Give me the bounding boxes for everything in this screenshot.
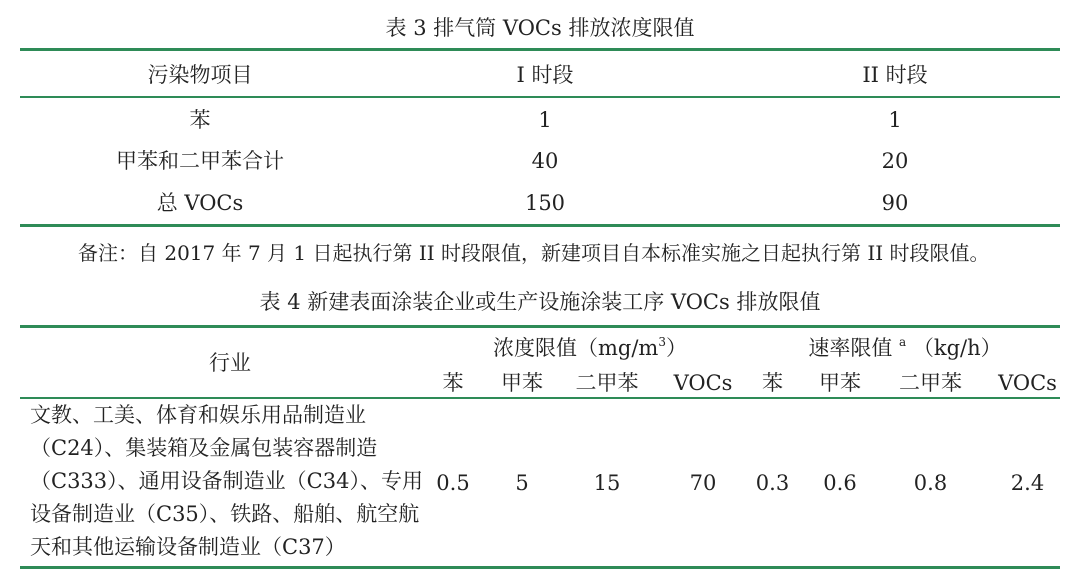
concentration-unit-superscript: 3 [658, 335, 666, 349]
table3-row-pollutant: 苯 [189, 108, 211, 132]
table3-top-rule [20, 48, 1060, 51]
table4-value: 5 [515, 471, 529, 495]
table4-value: 70 [689, 471, 717, 495]
table3-header-rule [20, 96, 1060, 98]
table4-value: 0.3 [755, 471, 790, 495]
table3-header-period-1: I 时段 [516, 63, 574, 87]
table3-header-period-2: II 时段 [862, 63, 928, 87]
rate-label: 速率限值 [808, 336, 893, 360]
table4-value: 0.6 [823, 471, 857, 495]
table3-row-pollutant: 总 VOCs [156, 191, 244, 215]
table4-subheader-benzene: 苯 [442, 371, 464, 395]
table4-header-rate [750, 336, 1060, 363]
concentration-label: 浓度限值（mg/m [493, 336, 659, 360]
rate-unit: （kg/h） [912, 336, 1002, 360]
table4-industry-text: 文教、工美、体育和娱乐用品制造业（C24）、集装箱及金属包装容器制造（C333）、通用设备制造业（C34）、专用设备制造业（C35）、铁路、船舶、航空航天和其他运输设备制造业（C37） [30, 403, 423, 559]
table4-subheader-benzene-rate: 苯 [762, 371, 783, 395]
table4-value: 2.4 [1010, 471, 1045, 495]
table4-subheader-xylene: 二甲苯 [575, 371, 639, 395]
table3-row-value: 150 [524, 191, 566, 215]
table3-header-pollutant: 污染物项目 [147, 63, 253, 87]
table4-header-industry: 行业 [209, 351, 251, 375]
table3-bottom-rule [20, 224, 1060, 227]
table4-value: 0.5 [436, 471, 470, 495]
table3-caption: 表 3 排气筒 VOCs 排放浓度限值 [385, 16, 695, 40]
table4-subheader-toluene-rate: 甲苯 [819, 371, 861, 395]
table4-subheader-xylene-rate: 二甲苯 [899, 371, 962, 395]
table3-row-value: 1 [538, 108, 552, 132]
table3-note: 备注：自 2017 年 7 月 1 日起执行第 II 时段限值，新建项目自本标准实施之日起执行第 II 时段限值。 [78, 241, 990, 265]
table4-subheader-toluene: 甲苯 [501, 371, 543, 395]
concentration-unit-close: ） [666, 336, 687, 360]
table3-row-value: 20 [881, 149, 909, 173]
table4-subheader-vocs: VOCs [673, 371, 733, 395]
table3-row-value: 1 [888, 108, 902, 132]
table4-value: 15 [593, 471, 621, 495]
table4-bottom-rule [20, 566, 1060, 569]
table4-subheader-vocs-rate: VOCs [998, 371, 1057, 395]
table3-row-pollutant: 甲苯和二甲苯合计 [116, 149, 284, 173]
table4-value: 0.8 [913, 471, 948, 495]
rate-footnote-marker: a [899, 335, 907, 349]
table4-header-concentration [435, 336, 745, 363]
table3-row-value: 90 [881, 191, 909, 215]
table4-top-rule [20, 325, 1060, 328]
table3-row-value: 40 [531, 149, 559, 173]
table4-caption: 表 4 新建表面涂装企业或生产设施涂装工序 VOCs 排放限值 [259, 290, 821, 314]
